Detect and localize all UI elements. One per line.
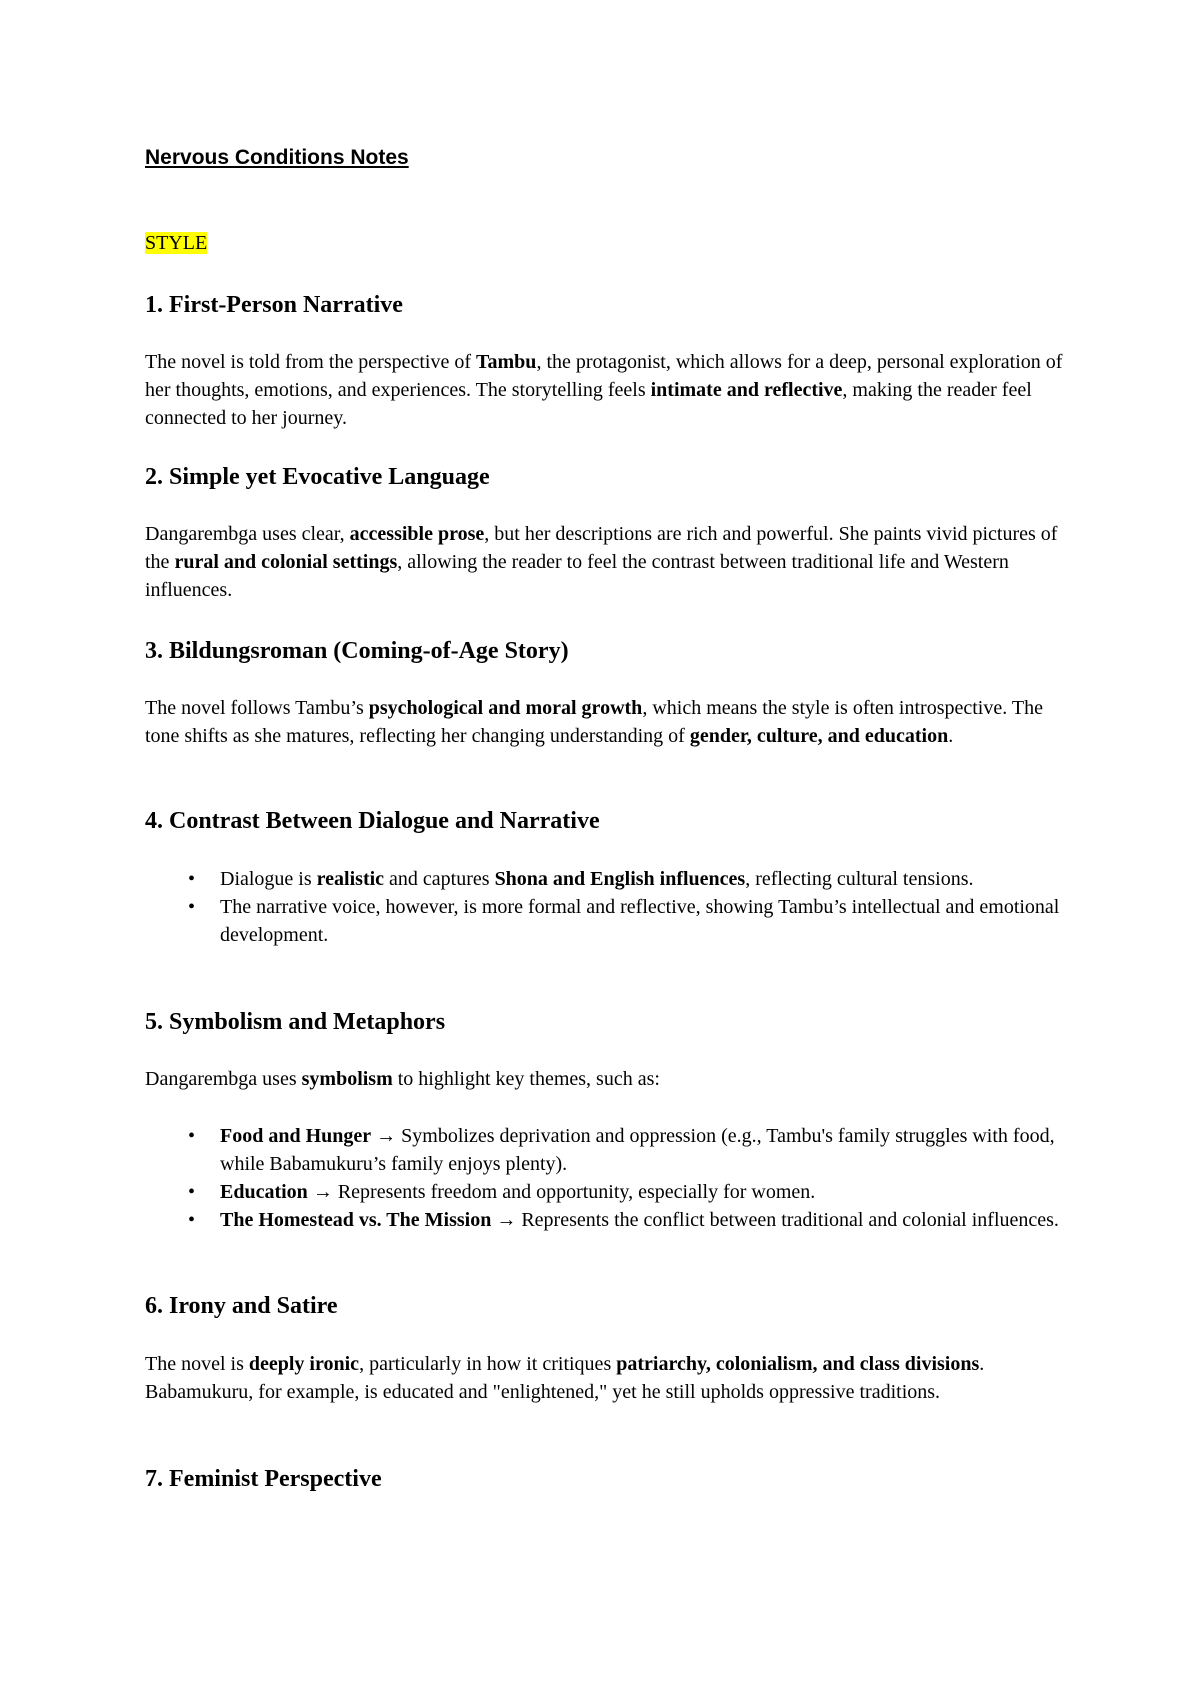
text: Dialogue is: [220, 868, 317, 890]
text: , making the reader feel connected to her journey.: [145, 379, 1032, 429]
bold-text: patriarchy, colonialism, and class divisions: [616, 1353, 980, 1375]
paragraph-bildungsroman: [145, 694, 1070, 750]
heading-language: 2. Simple yet Evocative Language: [145, 464, 490, 490]
bold-term: Education: [220, 1181, 308, 1203]
bold-text: accessible prose: [349, 523, 485, 545]
bold-text: Shona and English influences: [494, 868, 746, 890]
text: , reflecting cultural tensions.: [745, 868, 974, 890]
paragraph-first-person: [145, 348, 1070, 432]
document-title: Nervous Conditions Notes: [145, 146, 409, 169]
text: → Represents the conflict between traditional and colonial influences.: [491, 1209, 1059, 1231]
bullet-list-symbols: [145, 1122, 1070, 1234]
text: The novel follows Tambu’s: [145, 697, 369, 719]
heading-dialogue-narrative: 4. Contrast Between Dialogue and Narrative: [145, 808, 600, 834]
text: The novel is told from the perspective of: [145, 351, 477, 373]
text: . Babamukuru, for example, is educated and "enlightened," yet he still upholds oppressive traditions.: [145, 1353, 985, 1403]
bullet-icon: •: [188, 868, 196, 890]
heading-symbolism: 5. Symbolism and Metaphors: [145, 1009, 446, 1035]
bullet-icon: •: [188, 1181, 196, 1203]
text: Dangarembga uses: [145, 1068, 302, 1090]
bold-text: symbolism: [301, 1068, 393, 1090]
paragraph-language: [145, 520, 1070, 604]
heading-first-person-narrative: 1. First-Person Narrative: [145, 292, 403, 318]
bullet-icon: •: [188, 1125, 196, 1147]
text: , particularly in how it critiques: [359, 1353, 617, 1375]
list-item: [145, 1178, 1070, 1206]
text: , the protagonist, which allows for a deep, personal exploration of her thoughts, emotions, and experiences. The storytelling feels: [145, 351, 1063, 401]
text: The novel is: [145, 1353, 249, 1375]
text: Dangarembga uses clear,: [145, 523, 350, 545]
bold-text: Tambu: [476, 351, 537, 373]
paragraph-symbolism: [145, 1065, 1070, 1093]
bold-text: deeply ironic: [248, 1353, 360, 1375]
text: and captures: [384, 868, 495, 890]
text: → Represents freedom and opportunity, especially for women.: [307, 1181, 816, 1203]
heading-irony: 6. Irony and Satire: [145, 1293, 338, 1319]
style-label: [145, 232, 1070, 255]
text: , which means the style is often introspective. The tone shifts as she matures, reflecting her changing understanding of: [145, 697, 1043, 747]
bold-text: intimate and reflective: [650, 379, 843, 401]
heading-feminist: 7. Feminist Perspective: [145, 1466, 382, 1492]
bold-text: realistic: [316, 868, 385, 890]
bold-term: The Homestead vs. The Mission: [220, 1209, 492, 1231]
bold-term: Food and Hunger: [220, 1125, 372, 1147]
highlighted-style-label: STYLE: [145, 232, 208, 254]
list-item: [145, 865, 1070, 893]
bullet-icon: •: [188, 896, 196, 918]
heading-bildungsroman: 3. Bildungsroman (Coming-of-Age Story): [145, 638, 569, 664]
text: , but her descriptions are rich and powerful. She paints vivid pictures of the: [145, 523, 1058, 573]
list-item: [145, 1122, 1070, 1178]
text: The narrative voice, however, is more formal and reflective, showing Tambu’s intellectual and emotional development.: [220, 896, 1060, 946]
text: to highlight key themes, such as:: [392, 1068, 660, 1090]
paragraph-irony: [145, 1350, 1070, 1406]
list-item: [145, 1206, 1070, 1234]
bold-text: rural and colonial settings: [174, 551, 398, 573]
text: → Symbolizes deprivation and oppression (e.g., Tambu's family struggles with food, while Babamukuru’s family enjoys plenty).: [220, 1125, 1055, 1175]
bold-text: psychological and moral growth: [368, 697, 643, 719]
bullet-icon: •: [188, 1209, 196, 1231]
list-item: [145, 893, 1070, 949]
bullet-list-dialogue: [145, 865, 1070, 949]
text: .: [948, 725, 954, 747]
bold-text: gender, culture, and education: [689, 725, 949, 747]
text: , allowing the reader to feel the contrast between traditional life and Western influences.: [145, 551, 1009, 601]
